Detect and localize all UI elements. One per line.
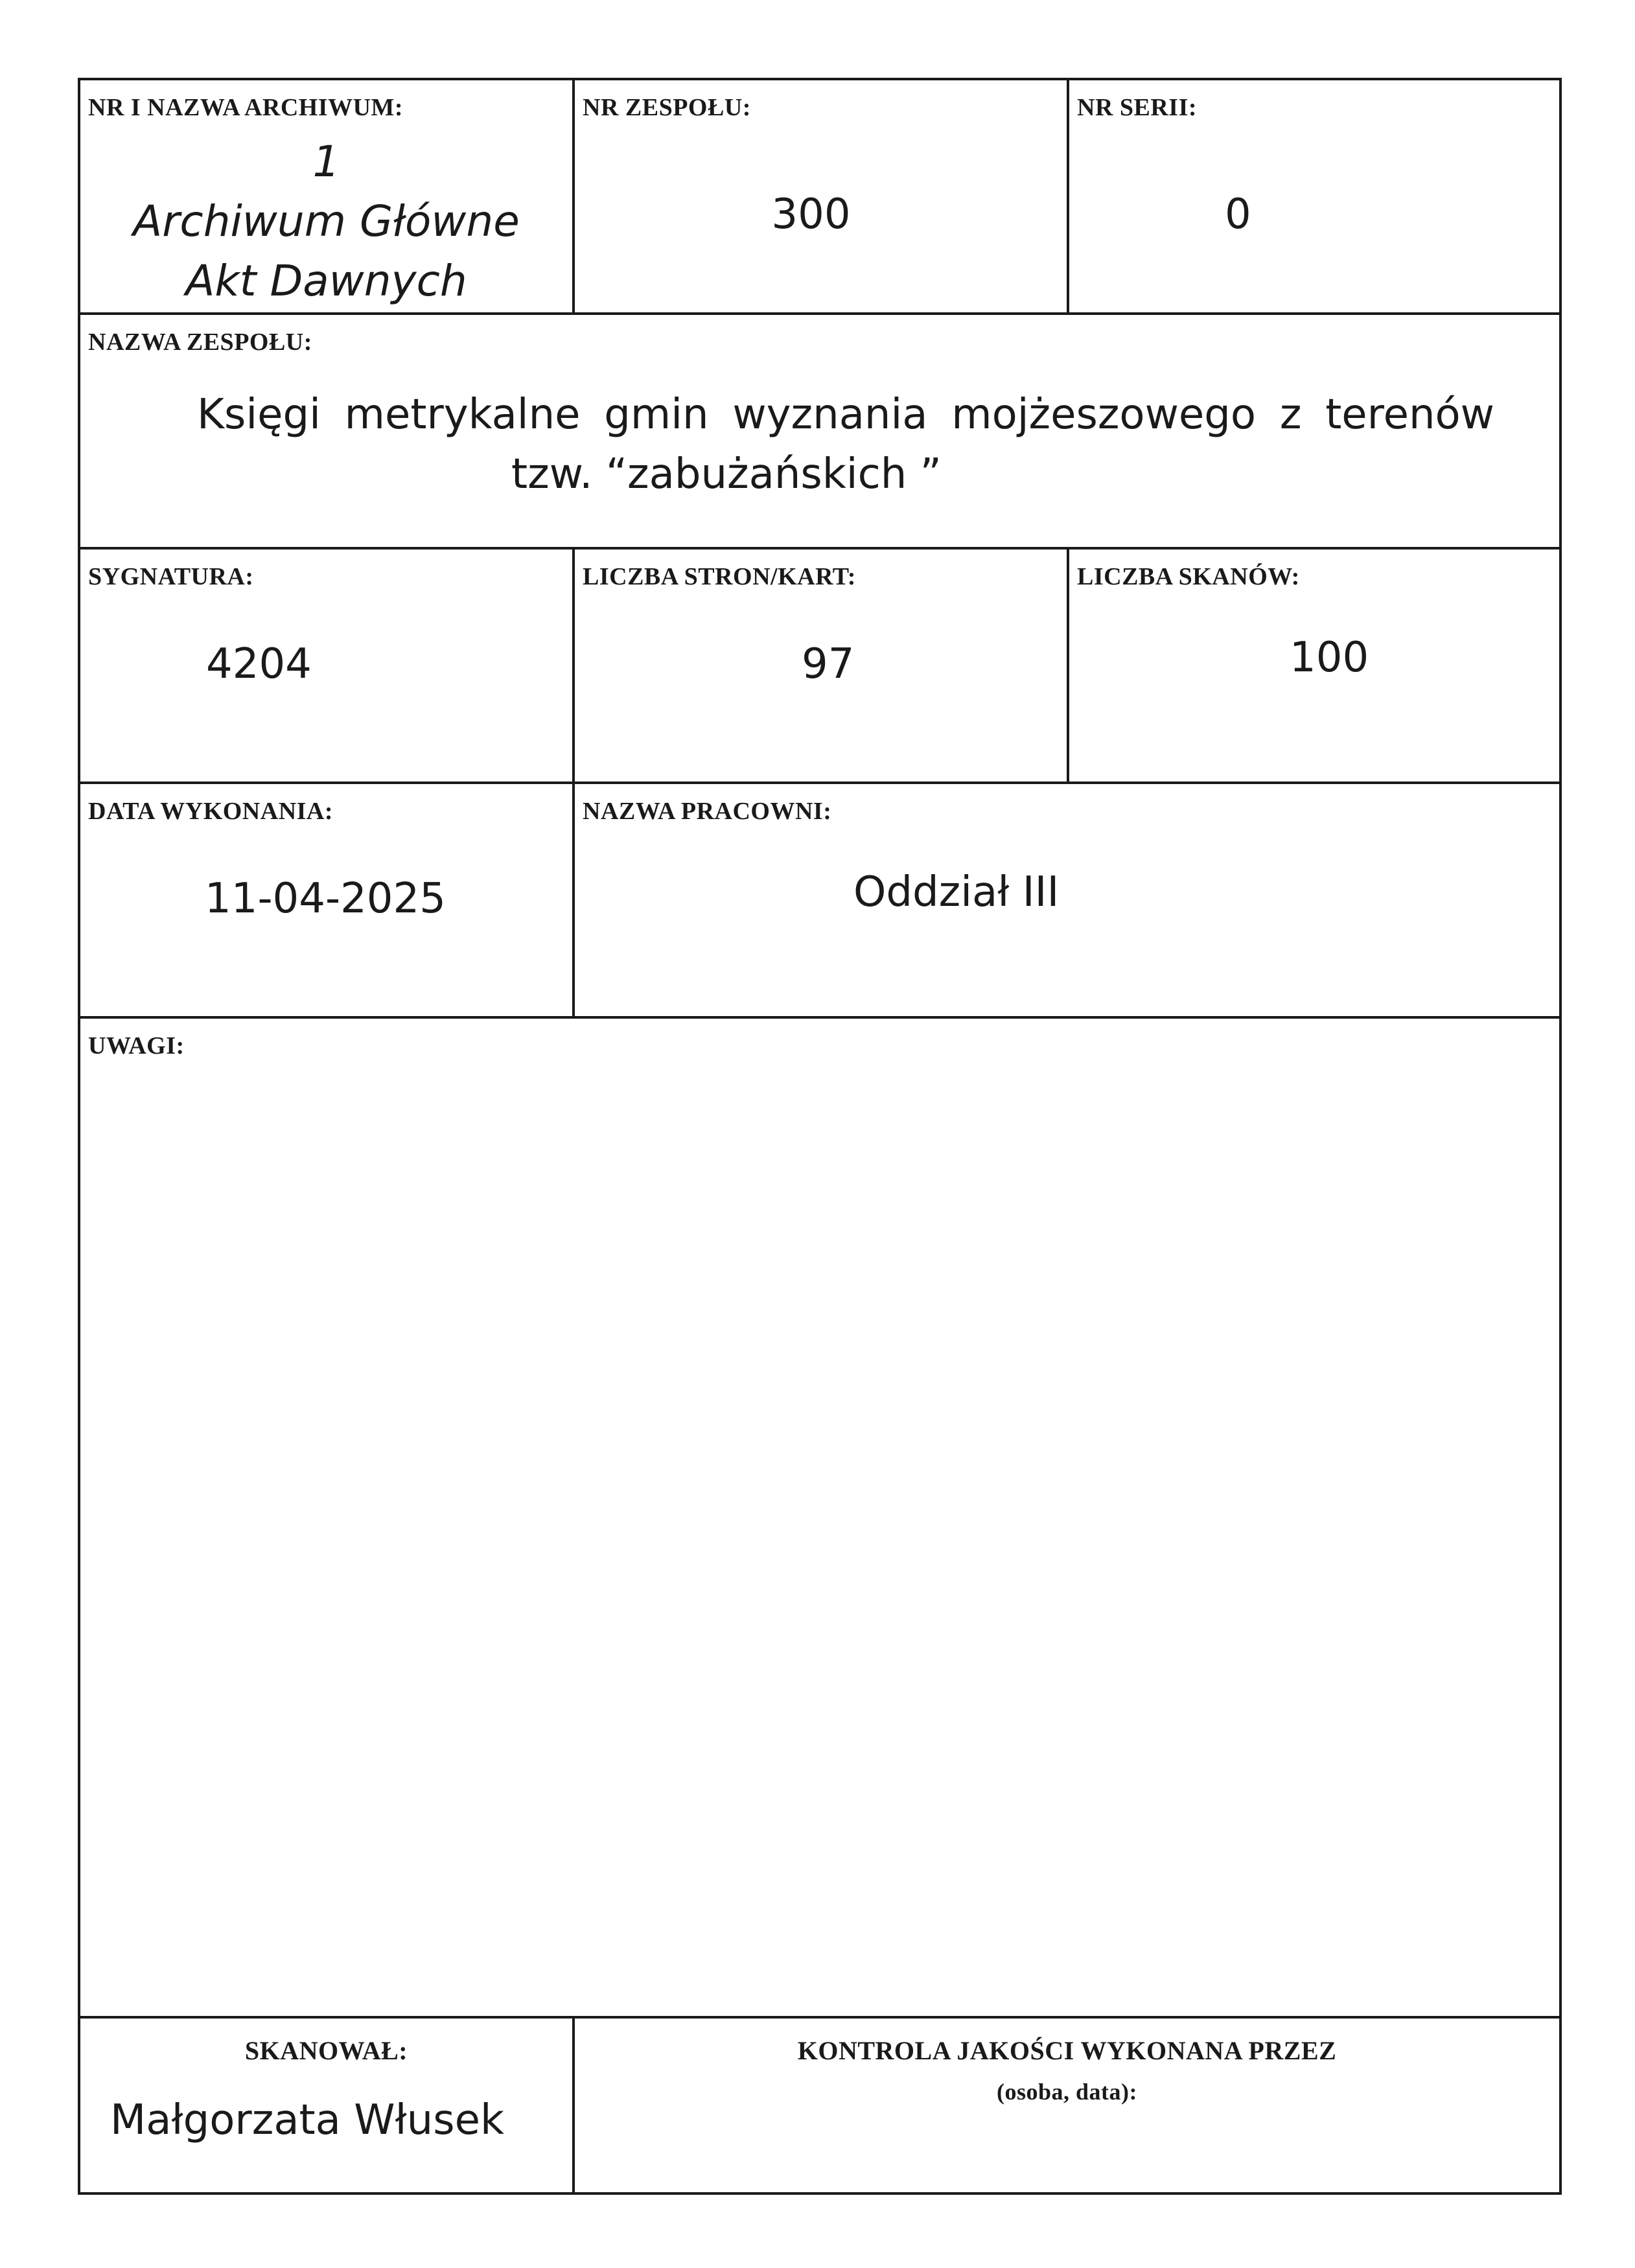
archive-cell [80,80,575,315]
scanned-by-value: Małgorzata Włusek [110,2096,504,2144]
series-number-label: NR SERII: [1077,94,1198,121]
fonds-number-value: 300 [771,191,851,238]
fonds-number-label: NR ZESPOŁU: [583,94,751,121]
signature-cell [80,550,575,784]
execution-date-value: 11-04-2025 [205,875,446,923]
page-count-label: LICZBA STRON/KART: [583,563,856,590]
fonds-number-cell [575,80,1069,315]
scan-count-value: 100 [1290,634,1369,682]
archive-number: 1 [312,137,340,187]
metadata-form [78,78,1562,2195]
workshop-cell [575,784,1559,1019]
remarks-label: UWAGI: [88,1032,185,1059]
fonds-name-cell [80,315,1559,550]
fonds-name-line1: Księgi metrykalne gmin wyznania mojżeszowego z terenów [197,391,1494,439]
page-count-value: 97 [802,640,855,688]
archive-name-block [80,132,572,311]
quality-control-sublabel: (osoba, data): [996,2079,1137,2105]
scanned-by-label: SKANOWAŁ: [244,2036,408,2065]
fonds-name-text [197,385,1494,504]
signature-label: SYGNATURA: [88,563,254,590]
execution-date-label: DATA WYKONANIA: [88,798,334,825]
series-number-value: 0 [1225,191,1251,238]
scan-count-cell [1069,550,1559,784]
archive-label: NR I NAZWA ARCHIWUM: [88,94,404,121]
fonds-name-line2: tzw. “zabużańskich ” [511,450,942,498]
quality-control-cell [575,2019,1559,2192]
workshop-value: Oddział III [853,868,1060,916]
fonds-name-label: NAZWA ZESPOŁU: [88,329,312,356]
series-number-cell [1069,80,1559,315]
scan-count-label: LICZBA SKANÓW: [1077,563,1300,590]
signature-value: 4204 [206,640,312,688]
archive-name-line2: Akt Dawnych [185,256,467,306]
remarks-cell [80,1019,1559,2019]
quality-control-label: KONTROLA JAKOŚCI WYKONANA PRZEZ [797,2036,1337,2065]
workshop-label: NAZWA PRACOWNI: [583,798,832,825]
scanned-by-cell [80,2019,575,2192]
execution-date-cell [80,784,575,1019]
page-count-cell [575,550,1069,784]
archive-name-line1: Archiwum Główne [133,196,520,246]
